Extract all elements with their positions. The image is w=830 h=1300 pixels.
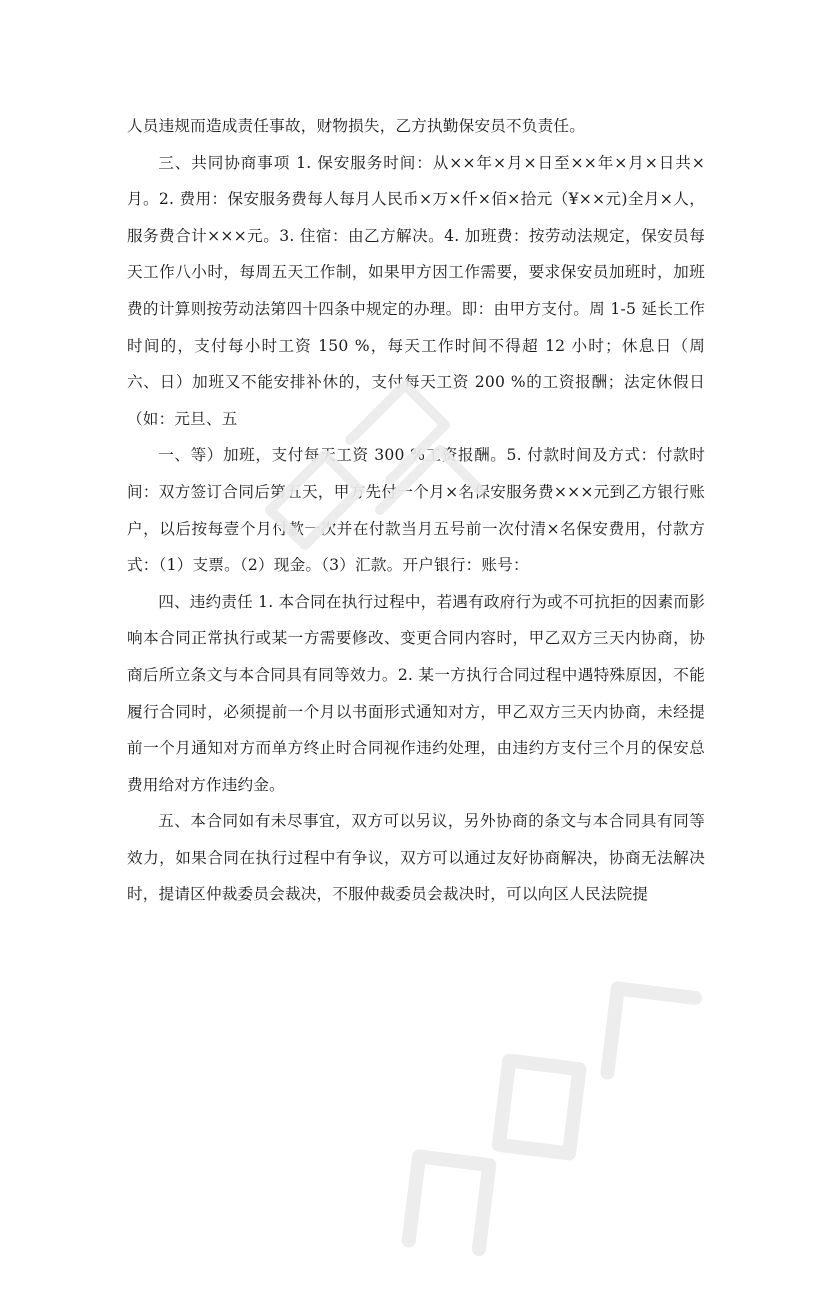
paragraph-section-3-cont: 一、等）加班，支付每天工资 300 %工资报酬。5. 付款时间及方式：付款时间：双方签订合同后第五天，甲方先付一个月×名保安服务费×××元到乙方银行账户，以后按每壹个月付款一次并在付款当月五号前一次付清×名保安费用，付款方式：（1）支票。（2）现金。（3）汇款。开户银行：账号： — [127, 446, 705, 575]
paragraph-section-3: 三、共同协商事项 1. 保安服务时间：从××年×月×日至××年×月×日共×月。2. 费用：保安服务费每人每月人民币×万×仟×佰×拾元（¥××元)全月×人，服务费合计×××元。3. 住宿：由乙方解决。4. 加班费：按劳动法规定，保安员每天工作八小时，每周五天工作制，如果甲方因工作需要，要求保安员加班时，加班费的计算则按劳动法第四十四条中规定的办理。即：由甲方支付。周 1-5 延长工作时间的，支付每小时工资 150 %，每天工作时间不得超 12 小时；休息日（周 六、日）加班又不能安排补休的，支付每天工资 200 %的工资报酬；法定休假日（如：元旦、五 — [127, 153, 721, 428]
document-body — [127, 108, 721, 913]
paragraph-section-4: 四、违约责任 1. 本合同在执行过程中，若遇有政府行为或不可抗拒的因素而影响本合同正常执行或某一方需要修改、变更合同内容时，甲乙双方三天内协商，协商后所立条文与本合同具有同等效力。2. 某一方执行合同过程中遇特殊原因，不能履行合同时，必须提前一个月以书面形式通知对方，甲乙双方三天内协商，未经提前一个月通知对方而单方终止时合同视作违约处理，由违约方支付三个月的保安总费用给对方作违约金。 — [127, 592, 705, 794]
paragraph-section-5: 五、本合同如有未尽事宜，双方可以另议，另外协商的条文与本合同具有同等效力，如果合同在执行过程中有争议，双方可以通过友好协商解决，协商无法解决时，提请区仲裁委员会裁决，不服仲裁委员会裁决时，可以向区人民法院提 — [127, 812, 705, 904]
paragraph-continuation: 人员违规而造成责任事故，财物损失，乙方执勤保安员不负责任。 — [127, 117, 586, 135]
watermark-bottom-icon — [319, 900, 761, 1300]
